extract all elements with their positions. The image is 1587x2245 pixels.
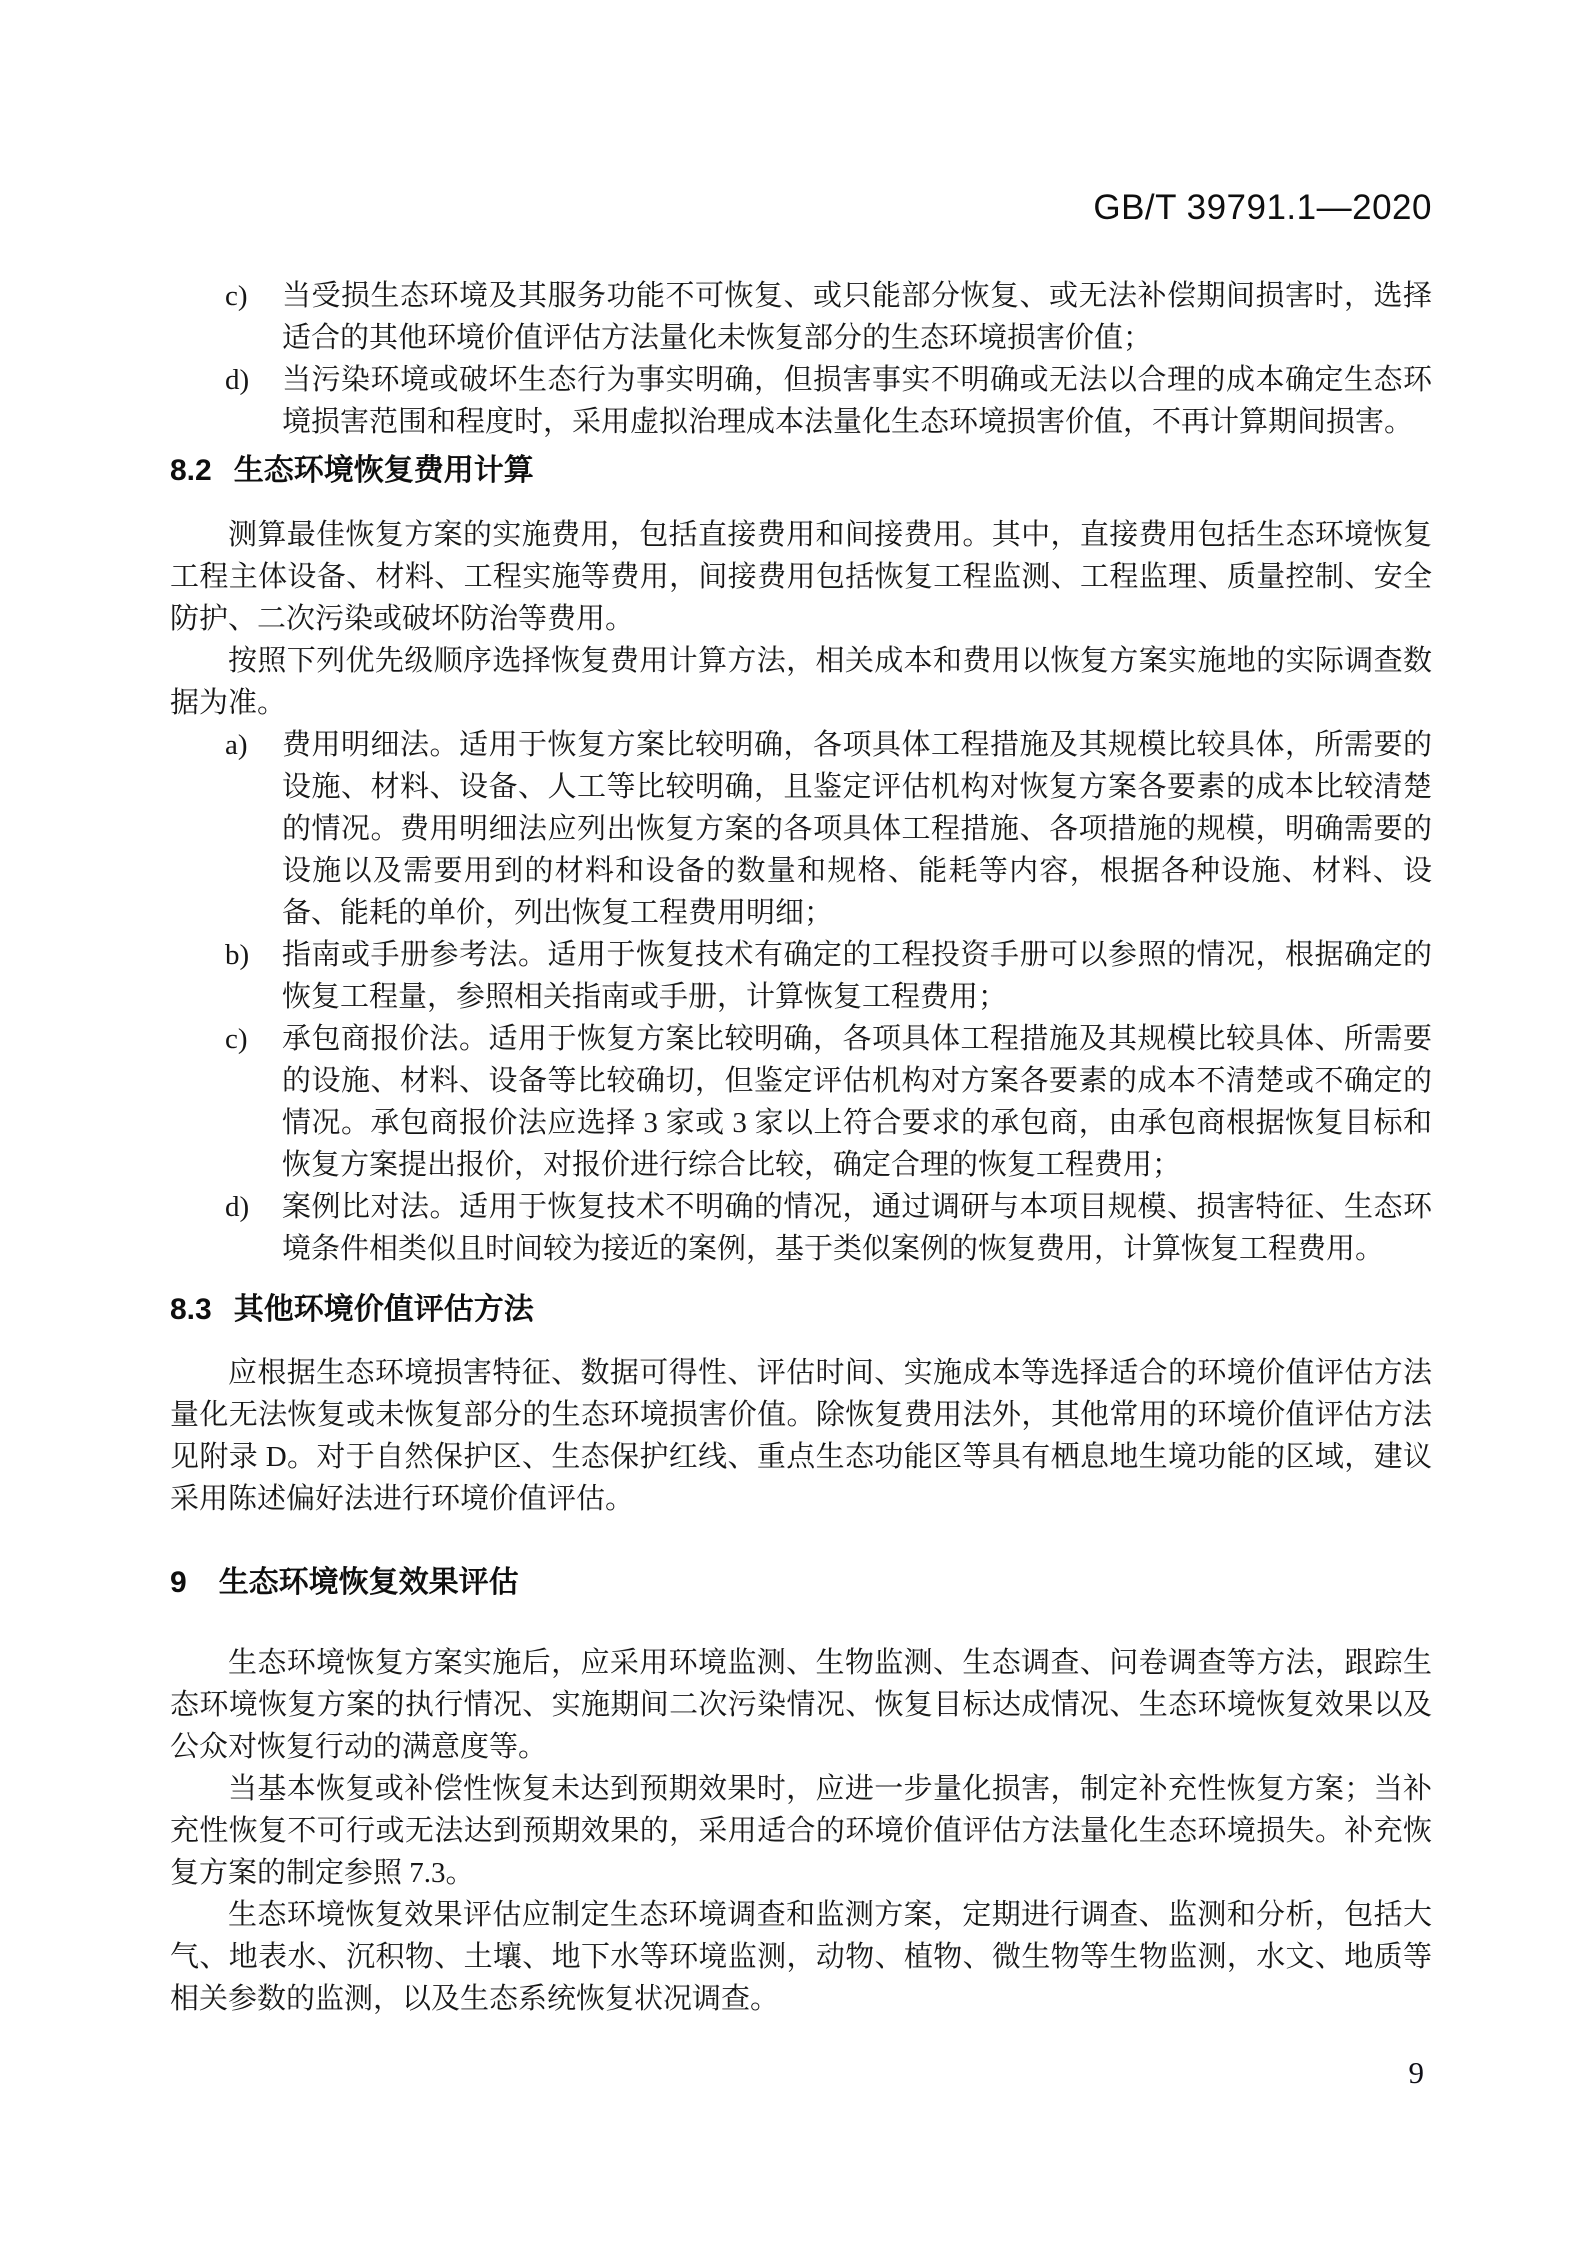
paragraph: 测算最佳恢复方案的实施费用，包括直接费用和间接费用。其中，直接费用包括生态环境恢复工程主体设备、材料、工程实施等费用，间接费用包括恢复工程监测、工程监理、质量控制、安全防护、二次污染或破坏防治等费用。 [170, 519, 1432, 635]
list-item-label: d) [225, 1191, 250, 1223]
standard-number-header: GB/T 39791.1—2020 [1093, 188, 1432, 227]
list-item-label: d) [225, 364, 250, 396]
list-item [170, 1018, 1432, 1186]
list-item-text: 案例比对法。适用于恢复技术不明确的情况，通过调研与本项目规模、损害特征、生态环境条件相类似且时间较为接近的案例，基于类似案例的恢复费用，计算恢复工程费用。 [282, 1191, 1432, 1265]
list-item-label: c) [225, 280, 248, 312]
paragraph: 当基本恢复或补偿性恢复未达到预期效果时，应进一步量化损害，制定补充性恢复方案；当补充性恢复不可行或无法达到预期效果的，采用适合的环境价值评估方法量化生态环境损失。补充恢复方案的制定参照 7.3。 [170, 1773, 1432, 1889]
section-title: 生态环境恢复效果评估 [218, 1566, 519, 1599]
list-item [170, 275, 1432, 359]
section-number: 9 [170, 1566, 187, 1599]
list-item [170, 359, 1432, 443]
list-item [170, 724, 1432, 934]
paragraph: 按照下列优先级顺序选择恢复费用计算方法，相关成本和费用以恢复方案实施地的实际调查数据为准。 [170, 645, 1432, 719]
paragraph: 应根据生态环境损害特征、数据可得性、评估时间、实施成本等选择适合的环境价值评估方法量化无法恢复或未恢复部分的生态环境损害价值。除恢复费用法外，其他常用的环境价值评估方法见附录 D。对于自然保护区、生态保护红线、重点生态功能区等具有栖息地生境功能的区域，建议采用陈述偏好法进行环境价值评估。 [170, 1357, 1432, 1515]
list-item-label: c) [225, 1023, 248, 1055]
section-number: 8.3 [170, 1293, 212, 1326]
list-item-text: 承包商报价法。适用于恢复方案比较明确，各项具体工程措施及其规模比较具体、所需要的设施、材料、设备等比较确切，但鉴定评估机构对方案各要素的成本不清楚或不确定的情况。承包商报价法应选择 3 家或 3 家以上符合要求的承包商，由承包商根据恢复目标和恢复方案提出报价，对报价进行综合比较，确定合理的恢复工程费用； [282, 1023, 1432, 1181]
top-list [170, 275, 1432, 443]
list-item-label: a) [225, 729, 248, 761]
list-item-text: 费用明细法。适用于恢复方案比较明确，各项具体工程措施及其规模比较具体，所需要的设施、材料、设备、人工等比较明确，且鉴定评估机构对恢复方案各要素的成本比较清楚的情况。费用明细法应列出恢复方案的各项具体工程措施、各项措施的规模，明确需要的设施以及需要用到的材料和设备的数量和规格、能耗等内容，根据各种设施、材料、设备、能耗的单价，列出恢复工程费用明细； [282, 729, 1432, 929]
section-number: 8.2 [170, 454, 212, 487]
page-content [170, 0, 1432, 2020]
list-item-text: 指南或手册参考法。适用于恢复技术有确定的工程投资手册可以参照的情况，根据确定的恢复工程量，参照相关指南或手册，计算恢复工程费用； [282, 939, 1432, 1013]
section-heading-9 [170, 1562, 1432, 1604]
list-item [170, 934, 1432, 1018]
section-heading-8-2 [170, 450, 1432, 492]
section-title: 生态环境恢复费用计算 [233, 454, 534, 487]
section-title: 其他环境价值评估方法 [233, 1293, 534, 1326]
list-item [170, 1186, 1432, 1270]
paragraph: 生态环境恢复方案实施后，应采用环境监测、生物监测、生态调查、问卷调查等方法，跟踪生态环境恢复方案的执行情况、实施期间二次污染情况、恢复目标达成情况、生态环境恢复效果以及公众对恢复行动的满意度等。 [170, 1647, 1432, 1763]
list-item-text: 当受损生态环境及其服务功能不可恢复、或只能部分恢复、或无法补偿期间损害时，选择适合的其他环境价值评估方法量化未恢复部分的生态环境损害价值； [282, 280, 1432, 354]
cost-method-list [170, 724, 1432, 1270]
section-heading-8-3 [170, 1289, 1432, 1331]
page-number: 9 [1408, 2055, 1424, 2090]
list-item-label: b) [225, 939, 250, 971]
paragraph: 生态环境恢复效果评估应制定生态环境调查和监测方案，定期进行调查、监测和分析，包括大气、地表水、沉积物、土壤、地下水等环境监测，动物、植物、微生物等生物监测，水文、地质等相关参数的监测，以及生态系统恢复状况调查。 [170, 1899, 1432, 2015]
list-item-text: 当污染环境或破坏生态行为事实明确，但损害事实不明确或无法以合理的成本确定生态环境损害范围和程度时，采用虚拟治理成本法量化生态环境损害价值，不再计算期间损害。 [282, 364, 1432, 438]
